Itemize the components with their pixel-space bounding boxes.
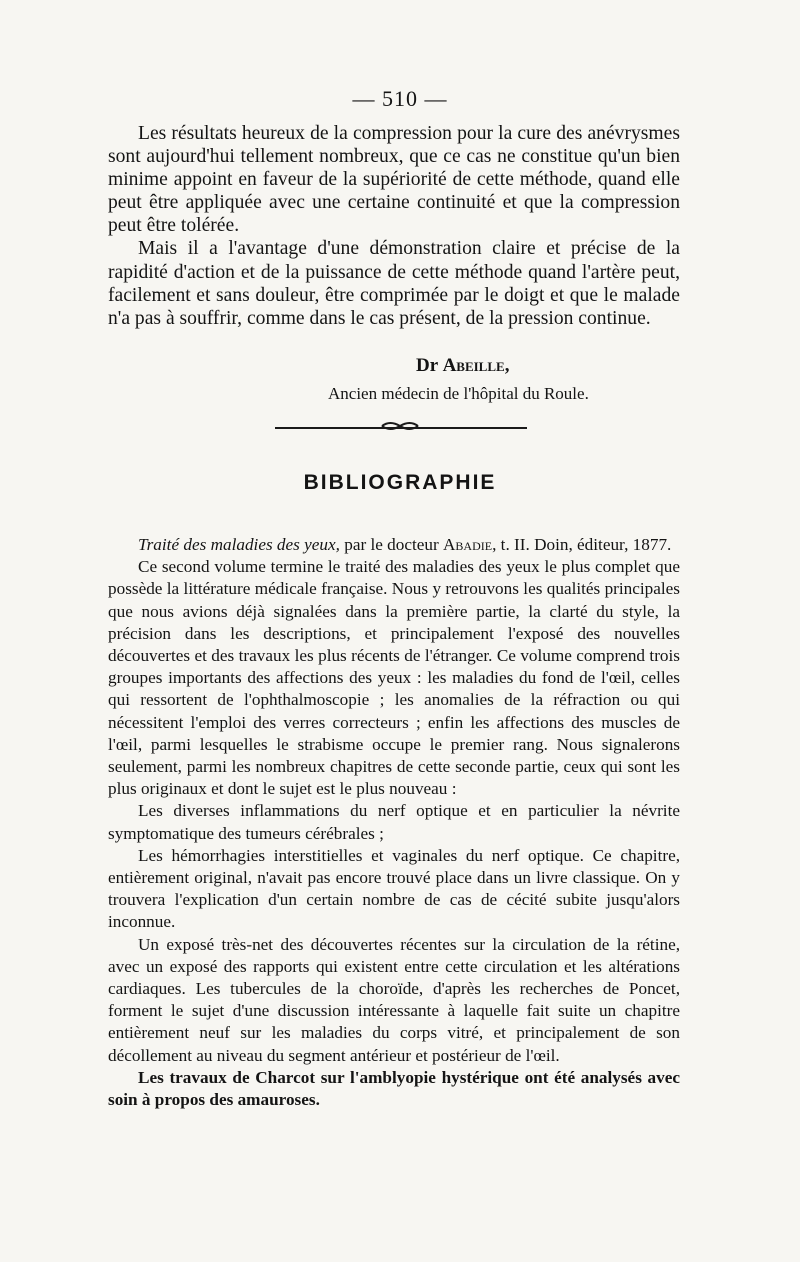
reference-details: , t. II. Doin, éditeur, 1877. bbox=[492, 535, 672, 554]
review-paragraph: Ce second volume termine le traité des maladies des yeux le plus complet que possède la littérature médicale française. Nous y retrouvons les qualités principales que nous avions déjà signalées dans la première partie, la clarté du style, la précision dans les descriptions, et principalement l'exposé des nouvelles découvertes et des travaux les plus récents de l'étranger. Ce volume comprend trois groupes importants des affections des yeux : les maladies du fond de l'œil, celles qui ressortent de l'ophthalmoscopie ; les anomalies de la réfraction ou qui nécessitent l'emploi des verres correcteurs ; enfin les affections des muscles de l'œil, parmi lesquelles le strabisme occupe le premier rang. Nous signalerons seulement, parmi les nombreux chapitres de cette seconde partie, ceux qui sont les plus originaux et dont le sujet est le plus nouveau : bbox=[108, 557, 680, 799]
review-body bbox=[108, 534, 680, 1111]
section-heading: BIBLIOGRAPHIE bbox=[303, 471, 497, 494]
divider-ornament-icon bbox=[380, 419, 420, 433]
signature-title: Ancien médecin de l'hôpital du Roule. bbox=[328, 384, 589, 403]
article-body bbox=[108, 122, 680, 330]
article-paragraph: Les résultats heureux de la compression pour la cure des anévrysmes sont aujourd'hui tellement nombreux, que ce cas ne constitue qu'un bien minime appoint en faveur de la supériorité de cette méthode, quand elle peut être appliquée avec une certaine continuité et que la compression peut être tolérée. bbox=[108, 123, 680, 237]
signature-prefix: Dr bbox=[416, 355, 438, 376]
article-paragraph: Mais il a l'avantage d'une démonstration claire et précise de la rapidité d'action et de la puissance de cette méthode quand l'artère peut, facilement et sans douleur, être comprimée par le doigt et que le malade n'a pas à souffrir, comme dans le cas présent, de la pression continue. bbox=[108, 238, 680, 329]
review-paragraph: Les travaux de Charcot sur l'amblyopie hystérique ont été analysés avec soin à propos des amauroses. bbox=[108, 1067, 680, 1110]
review-paragraph: Les hémorrhagies interstitielles et vaginales du nerf optique. Ce chapitre, entièrement original, n'avait pas encore trouvé place dans un livre classique. On y trouvera l'explication d'un certain nombre de cas de cécité subite jusqu'alors inconnue. bbox=[108, 845, 680, 932]
book-title: Traité des maladies des yeux, bbox=[138, 535, 340, 554]
review-paragraph: Les diverses inflammations du nerf optique et en particulier la névrite symptomatique des tumeurs cérébrales ; bbox=[108, 801, 680, 843]
review-paragraph: Un exposé très-net des découvertes récentes sur la circulation de la rétine, avec un exposé des rapports qui existent entre cette circulation et les altérations cardiaques. Les tubercules de la choroïde, d'après les recherches de Poncet, forment le sujet d'une discussion intéressante à laquelle fait suite un chapitre entièrement neuf sur les maladies du corps vitré, et principalement de son décollement au niveau du segment antérieur et postérieur de l'œil. bbox=[108, 934, 680, 1065]
review-reference bbox=[108, 534, 680, 556]
page-number: — 510 — bbox=[352, 86, 448, 111]
book-author: Abadie bbox=[443, 535, 493, 554]
signature-name bbox=[416, 355, 509, 377]
signature-surname: Abeille, bbox=[442, 355, 510, 376]
reference-connector: par le docteur bbox=[339, 535, 443, 554]
